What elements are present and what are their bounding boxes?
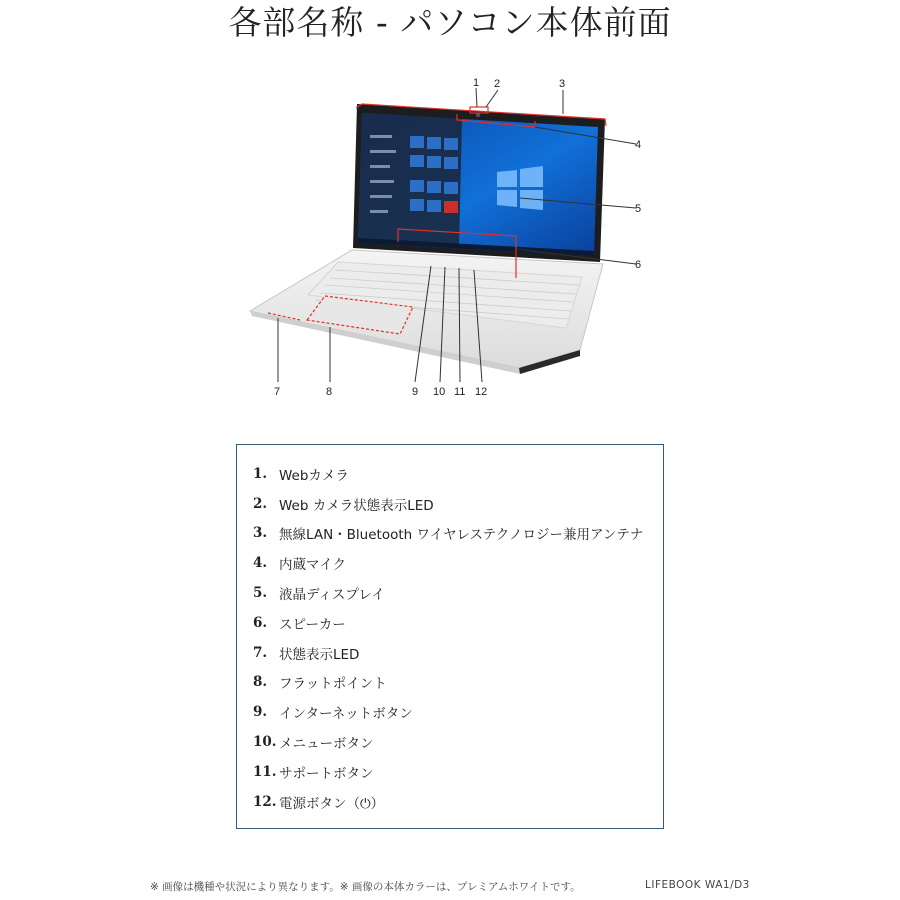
legend-item [253,519,663,549]
callout-5: 5 [635,203,642,215]
legend-item [253,459,663,489]
legend-item-number: 5. [253,585,268,602]
laptop-lid [353,104,605,262]
legend-item-number: 4. [253,555,268,572]
legend-item [253,578,663,608]
legend-item-number: 11. [253,763,277,780]
legend-item-label: 液晶ディスプレイ [279,587,385,604]
model-name: LIFEBOOK WA1/D3 [645,879,750,891]
legend-item [253,608,663,638]
laptop-base [250,250,603,374]
legend-list [237,445,663,817]
legend-item-label: メニューボタン [279,736,374,753]
legend-item-label: インターネットボタン [279,706,413,723]
legend-item-number: 7. [253,644,268,661]
legend-item [253,757,663,787]
callout-3: 3 [559,78,566,90]
legend-item [253,548,663,578]
legend-item-label: サポートボタン [279,765,374,782]
callout-12: 12 [475,386,488,398]
legend-item-label: Webカメラ [279,467,349,484]
callout-8: 8 [326,386,333,398]
legend-item-label: 内蔵マイク [279,557,346,574]
legend-item-number: 8. [253,674,268,691]
legend-item-label: 電源ボタン（⏻） [279,795,385,812]
callout-10: 10 [433,386,446,398]
legend-item-number: 9. [253,704,268,721]
legend-item-number: 3. [253,525,268,542]
legend-item-label: スピーカー [279,616,346,633]
laptop-diagram [0,0,900,440]
legend-item-number: 1. [253,465,268,482]
callout-11: 11 [454,386,466,398]
footer-note: ※ 画像は機種や状況により異なります。※ 画像の本体カラーは、プレミアムホワイトです。 [150,881,581,893]
legend-item [253,638,663,668]
legend-item-label: 状態表示LED [279,646,360,663]
legend-item-label: 無線LAN・Bluetooth ワイヤレステクノロジー兼用アンテナ [279,527,644,544]
legend-item-label: フラットポイント [279,676,387,693]
legend-item-number: 10. [253,734,277,751]
legend-item-number: 2. [253,495,268,512]
callout-2: 2 [494,78,501,90]
legend-item-number: 12. [253,793,277,810]
page-title: 各部名称 - パソコン本体前面 [228,3,672,42]
legend-item [253,727,663,757]
legend-item-number: 6. [253,614,268,631]
legend-item [253,787,663,817]
legend-item [253,697,663,727]
legend-item-label: Web カメラ状態表示LED [279,497,434,514]
callout-7: 7 [274,386,281,398]
legend-item [253,668,663,698]
parts-legend [236,444,664,829]
legend-item [253,489,663,519]
callout-6: 6 [635,259,642,271]
callout-9: 9 [412,386,419,398]
callout-1: 1 [473,77,480,89]
callout-4: 4 [635,139,642,151]
